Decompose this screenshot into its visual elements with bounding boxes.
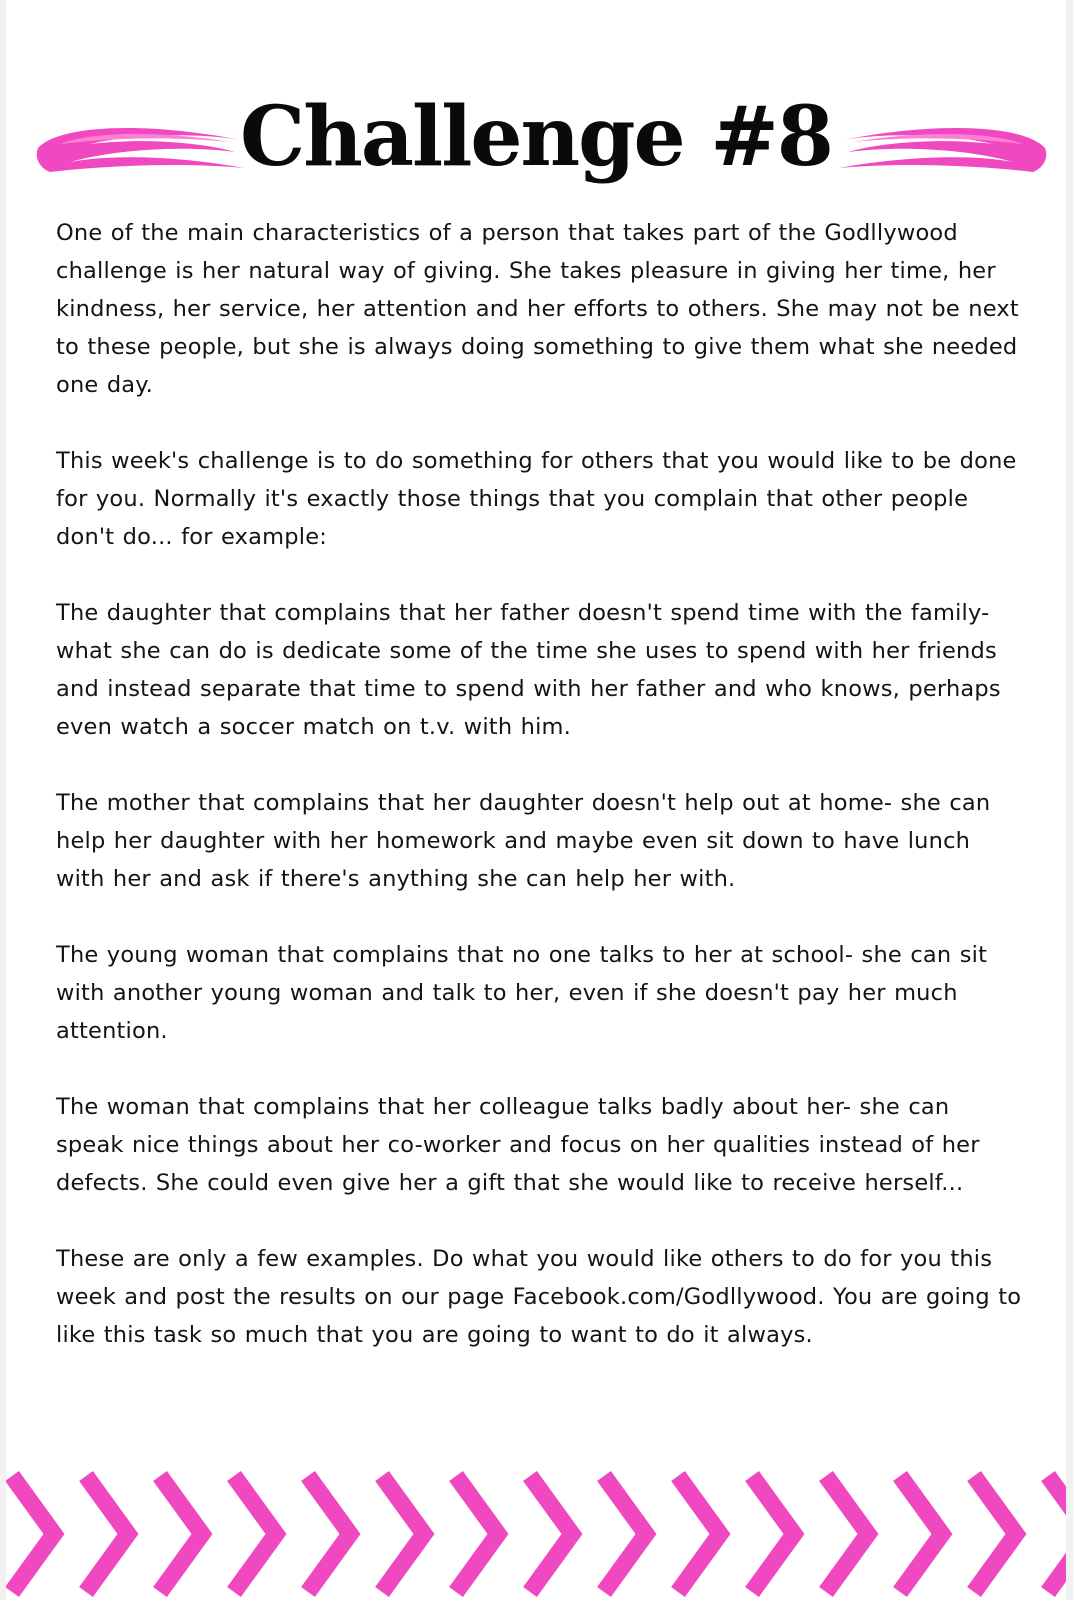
chevron-right-icon [900,1476,942,1592]
chevron-right-icon [974,1476,1016,1592]
chevron-right-icon [826,1476,868,1592]
chevron-pattern-icon [6,1468,1066,1600]
chevron-right-icon [530,1476,572,1592]
closing-paragraph: These are only a few examples. Do what you would like others to do for you this week and post the results on our page Facebook.com/Godllywood. You are going to like this task so much that you are going to want to do it always. [56,1246,1022,1348]
intro-paragraph: One of the main characteristics of a person that takes part of the Godllywood challenge is her natural way of giving. She takes pleasure in giving her time, her kindness, her service, her attention and her efforts to others. She may not be next to these people, but she is always doing something to give them what she needed one day. [56,220,1019,398]
chevron-right-icon [86,1476,128,1592]
chevron-right-icon [382,1476,424,1592]
challenge-page [6,0,1066,1600]
page-title: Challenge #8 [240,89,832,185]
example-daughter-paragraph: The daughter that complains that her father doesn't spend time with the family- what she can do is dedicate some of the time she uses to spend with her friends and instead separate that time to spend with her father and who knows, perhaps even watch a soccer match on t.v. with him. [56,600,1001,740]
challenge-body [56,214,1024,1392]
chevron-right-icon [12,1476,54,1592]
chevron-right-icon [456,1476,498,1592]
challenge-description-paragraph: This week's challenge is to do something for others that you would like to be done for you. Normally it's exactly those things that you complain that other people don't do... for example: [56,448,1017,550]
chevron-right-icon [160,1476,202,1592]
chevron-right-icon [1048,1476,1066,1592]
chevron-right-icon [234,1476,276,1592]
chevron-right-icon [678,1476,720,1592]
chevron-right-icon [308,1476,350,1592]
right-swirl-flourish-icon [828,118,1053,176]
chevron-right-icon [604,1476,646,1592]
chevron-right-icon [752,1476,794,1592]
example-mother-paragraph: The mother that complains that her daughter doesn't help out at home- she can help her daughter with her homework and maybe even sit down to have lunch with her and ask if there's anything she can help her with. [56,790,991,892]
example-woman-paragraph: The woman that complains that her colleague talks badly about her- she can speak nice things about her co-worker and focus on her qualities instead of her defects. She could even give her a gift that she would like to receive herself... [56,1094,980,1196]
example-young-woman-paragraph: The young woman that complains that no one talks to her at school- she can sit with another young woman and talk to her, even if she doesn't pay her much attention. [56,942,988,1044]
